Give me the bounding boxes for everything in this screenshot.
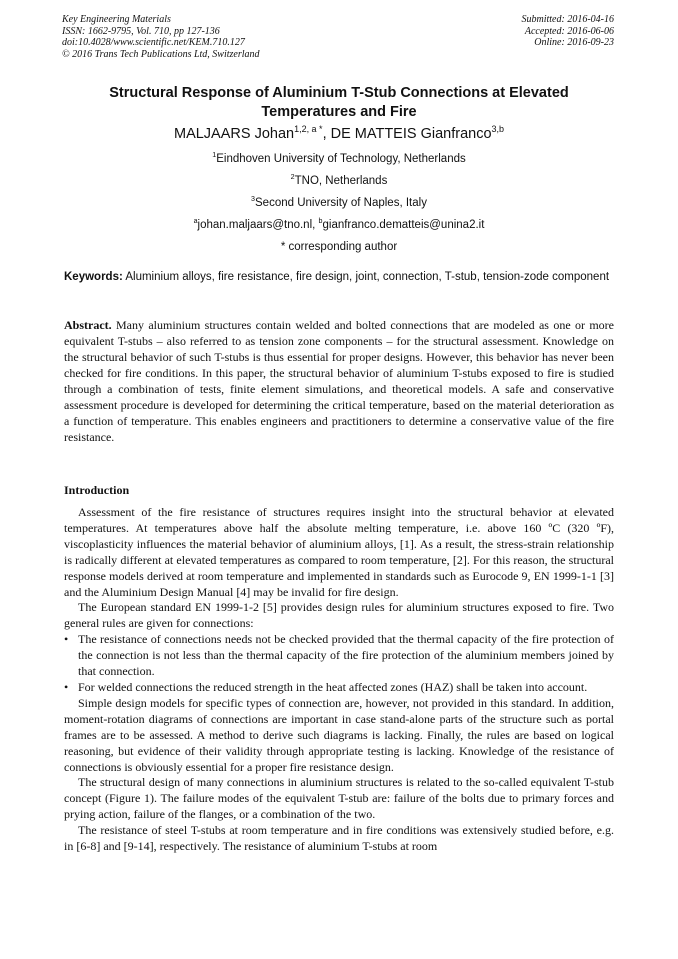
- online-date: Online: 2016-09-23: [534, 37, 614, 48]
- email-a-mark: a: [193, 217, 198, 226]
- issn-line: ISSN: 1662-9795, Vol. 710, pp 127-136: [62, 25, 220, 37]
- affiliation-1-mark: 1: [212, 151, 217, 160]
- author-separator: ,: [322, 126, 331, 142]
- intro-paragraph-3: Simple design models for specific types of connection are, however, not provided in this standard. In addition, moment-rotation diagrams of connections are important in case stand-alone parts of the structure such as portal frames are to be assessed. A method to derive such diagrams is lacking. Finally, the rules are based on logical reasoning, but evidence of their validity through appropriate testing is lacking. Knowledge of the resistance of connections is obviously essential for a proper fire resistance design.: [64, 695, 614, 774]
- affiliation-1: [64, 152, 614, 166]
- bullet-mark: •: [64, 632, 69, 647]
- title-line-2: Temperatures and Fire: [261, 104, 417, 120]
- author-line: [64, 124, 614, 144]
- title-line-1: Structural Response of Aluminium T-Stub Connections at Elevated: [109, 85, 569, 101]
- author-2-affiliation-marks: 3,b: [491, 124, 505, 135]
- email-b-mark: b: [318, 217, 323, 226]
- connection-rules-list: [64, 632, 614, 696]
- abstract-section: [64, 317, 614, 445]
- bullet-mark: •: [64, 679, 69, 694]
- introduction-body: [64, 505, 614, 855]
- abstract-label: Abstract.: [64, 318, 112, 332]
- list-item: [64, 680, 614, 696]
- corresponding-author-note: * corresponding author: [280, 241, 398, 253]
- keywords-label: Keywords:: [64, 271, 123, 283]
- author-2-name: DE MATTEIS Gianfranco: [330, 126, 492, 142]
- copyright-line: © 2016 Trans Tech Publications Ltd, Switzerland: [62, 48, 260, 60]
- email-a[interactable]: johan.maljaars@tno.nl,: [197, 219, 319, 231]
- affiliation-3-mark: 3: [251, 195, 255, 204]
- intro-paragraph-4: The structural design of many connections in aluminium structures is related to the so-called equivalent T-stub concept (Figure 1). The failure modes of the equivalent T-stub are: failure of the bolts due to primary forces and prying action, failure of the flanges, or a combination of the two.: [64, 775, 614, 822]
- journal-header-right: [522, 14, 615, 49]
- author-1-affiliation-marks: 1,2, a *: [294, 124, 323, 135]
- accepted-date: Accepted: 2016-06-06: [524, 25, 614, 37]
- intro-paragraph-1: Assessment of the fire resistance of structures requires insight into the structural behavior at elevated temperatures. At temperatures above half the absolute melting temperature, i.e. above 160 ºC (320 ºF), viscoplasticity influences the material behavior of aluminium alloys, [1]. As a result, the stress-strain relationship is radically different at elevated temperatures as compared to room temperature, [2]. For this reason, the structural response models derived at room temperature and implemented in standards such as Eurocode 9, EN 1999-1-1 [3] and the Aluminium Design Manual [4] may be invalid for fire design.: [64, 505, 614, 599]
- list-item-text: The resistance of connections needs not be checked provided that the thermal capacity of the fire protection of the connection is not less than the thermal capacity of the fire protection of the aluminium members joined by that connection.: [78, 632, 614, 679]
- affiliation-3-text: Second University of Naples, Italy: [255, 197, 427, 209]
- affiliation-1-text: Eindhoven University of Technology, Netherlands: [216, 153, 466, 165]
- introduction-heading: Introduction: [64, 483, 130, 497]
- affiliation-2-mark: 2: [290, 173, 295, 182]
- list-item: [64, 632, 614, 680]
- email-line: [64, 218, 614, 232]
- journal-name: Key Engineering Materials: [62, 14, 171, 25]
- author-1-name: MALJAARS Johan: [173, 126, 295, 142]
- doi-line: doi:10.4028/www.scientific.net/KEM.710.127: [62, 37, 245, 48]
- list-item-text: For welded connections the reduced strength in the heat affected zones (HAZ) shall be taken into account.: [78, 679, 588, 694]
- journal-header-left: [62, 14, 260, 60]
- affiliation-2-text: TNO, Netherlands: [294, 175, 388, 187]
- intro-paragraph-5: The resistance of steel T-stubs at room temperature and in fire conditions was extensively studied before, e.g. in [6-8] and [9-14], respectively. The resistance of aluminium T-stubs at room: [64, 823, 614, 854]
- affiliation-2: [64, 174, 614, 188]
- keywords-text: Aluminium alloys, fire resistance, fire design, joint, connection, T-stub, tension-zode component: [122, 271, 610, 283]
- paper-title: [64, 84, 614, 122]
- affiliation-3: [64, 196, 614, 210]
- email-b[interactable]: gianfranco.dematteis@unina2.it: [322, 219, 485, 231]
- abstract-text: Many aluminium structures contain welded and bolted connections that are modeled as one or more equivalent T-stubs – also referred to as tension zone components – for the structural assessment. Knowledge on the structural behavior of such T-stubs is thus essential for proper designs. However, this behavior has never been checked for fire conditions. In this paper, the structural behavior of aluminium T-stubs exposed to fire is studied through a combination of tests, finite element simulations, and theoretical models. A safe and conservative assessment procedure is developed for determining the critical temperature, based on the material deterioration as a function of temperature. This enables engineers and practitioners to determine a conservative value of the fire resistance.: [64, 318, 614, 444]
- title-block: [64, 84, 614, 254]
- intro-paragraph-2: The European standard EN 1999-1-2 [5] provides design rules for aluminium structures exposed to fire. Two general rules are given for connections:: [64, 600, 614, 631]
- keywords-section: [64, 270, 614, 285]
- submitted-date: Submitted: 2016-04-16: [521, 14, 614, 25]
